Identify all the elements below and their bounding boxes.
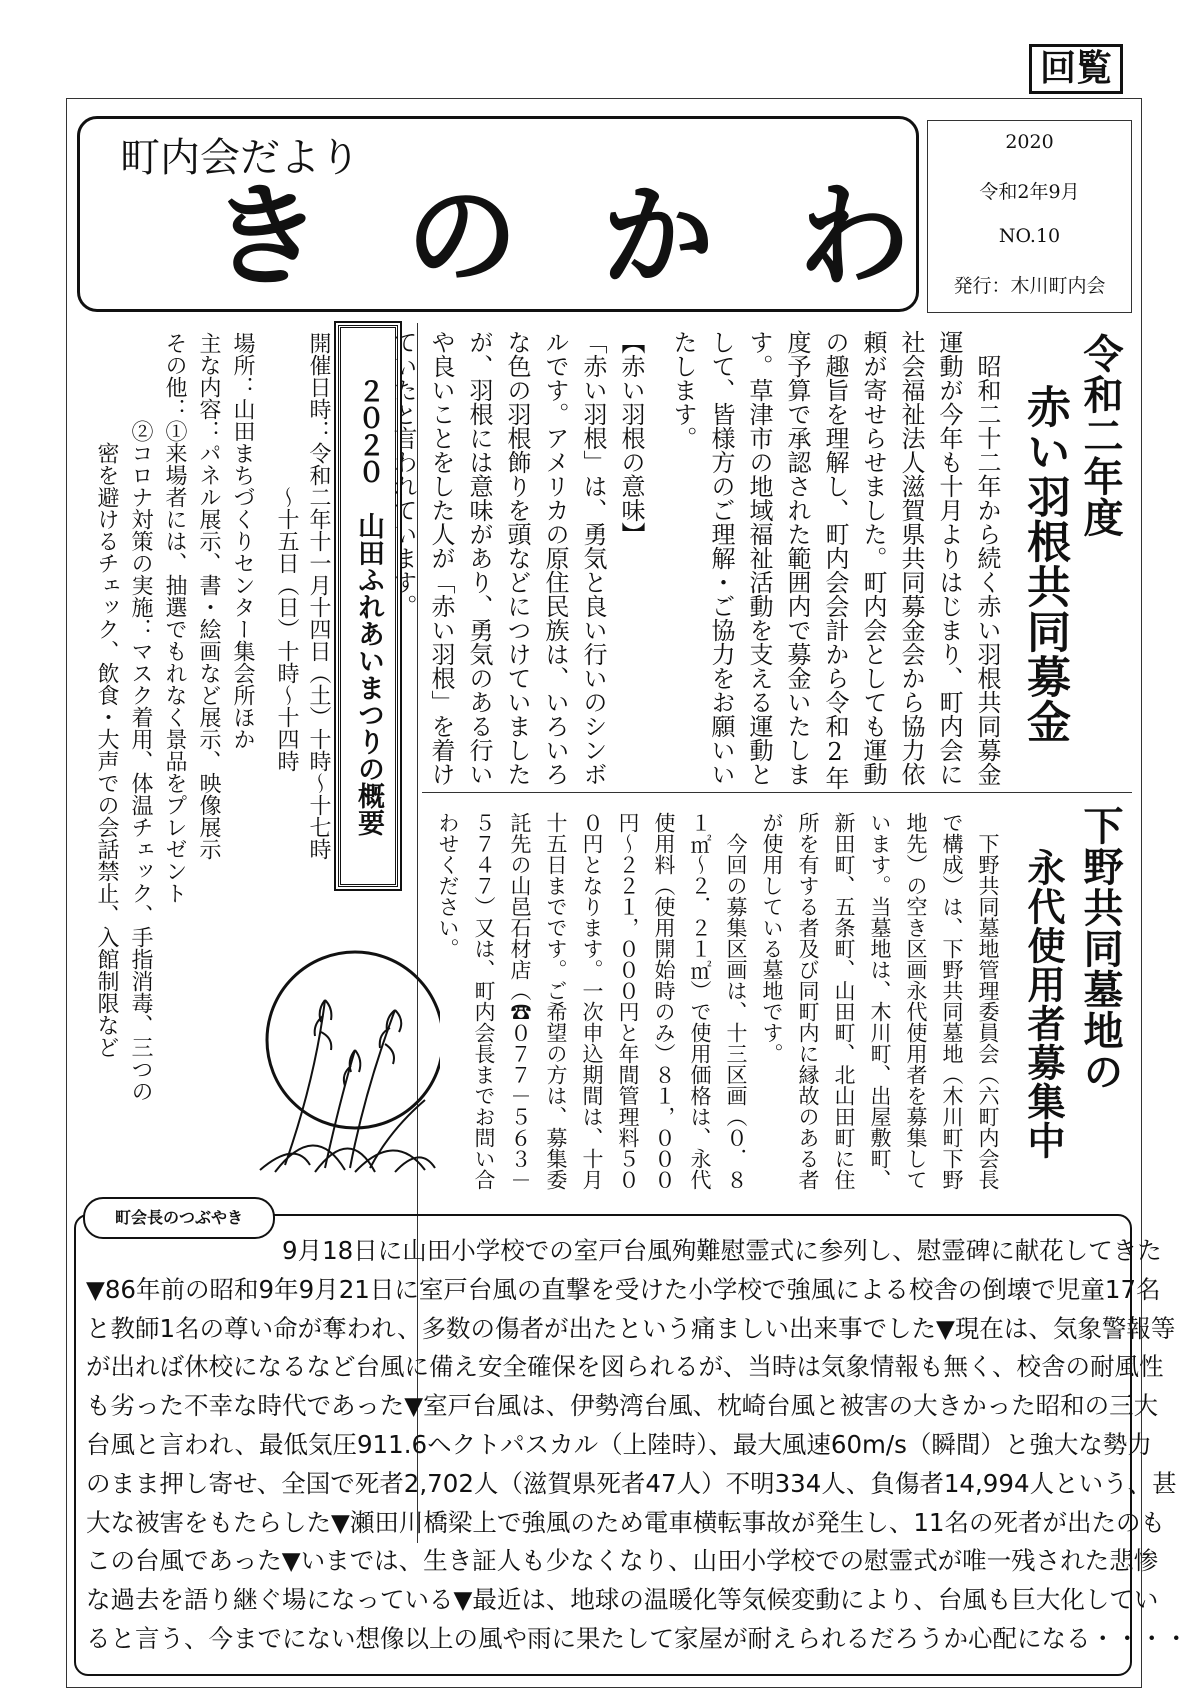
column-line: この台風であった▼いまでは、生き証人も少なくなり、山田小学校での慰霊式が唯一残された悲惨 xyxy=(86,1546,1159,1576)
issue-year: 2020 xyxy=(1005,131,1054,153)
text-line: の趣旨を理解し、町内会会計から令和2年 xyxy=(821,330,849,790)
text-line: 地先）の空き区画永代使用者を募集して xyxy=(904,812,928,1190)
text-line: 頼が寄せらせました。町内会としても運動 xyxy=(859,330,887,786)
text-line: 円～２２１，０００円と年間管理料５０ xyxy=(616,812,640,1190)
section-divider xyxy=(422,792,1132,793)
text-line: 運動が今年も十月よりはじまり、町内会に xyxy=(935,330,963,786)
text-line: 昭和二十二年から続く赤い羽根共同募金 xyxy=(973,330,1001,786)
column-line: のまま押し寄せ、全国で死者2,702人（滋賀県死者47人）不明334人、負傷者14,994人という、甚 xyxy=(86,1468,1177,1498)
red-feather-heading-1: 令和二年度 xyxy=(1077,333,1123,538)
text-line: 所を有する者及び同町内に縁故のある者 xyxy=(796,812,820,1190)
text-line: 託先の山邑石材店（☎０７７－５６３－ xyxy=(508,812,532,1190)
text-line: な色の羽根飾りを頭などにつけていました xyxy=(503,330,531,786)
text-line: ０円となります。一次申込期間は、十月 xyxy=(580,812,604,1190)
event-date-2: ～十五日（日）十時～十四時 xyxy=(274,332,299,772)
title-char: き xyxy=(210,171,322,302)
chairman-column-banner: 町会長のつぶやき xyxy=(83,1197,275,1239)
publication-name: 町内会だより xyxy=(120,135,360,181)
issue-date: 令和2年9月 xyxy=(979,181,1080,203)
text-line: ５７４７）又は、町内会長までお問い合 xyxy=(472,812,496,1190)
text-line: す。草津市の地域福祉活動を支える運動と xyxy=(745,330,773,786)
title-char: の xyxy=(406,171,518,302)
text-line: 度予算で承認された範囲内で募金いたしま xyxy=(783,330,811,786)
event-place: 場所：山田まちづくりセンター集会所ほか xyxy=(230,332,255,750)
text-line xyxy=(649,330,663,790)
text-line: して、皆様方のご理解・ご協力をお願いい xyxy=(707,330,735,786)
text-line: わせください。 xyxy=(436,812,460,959)
column-line: 9月18日に山田小学校での室戸台風殉難慰霊式に参列し、慰霊碑に献花してきた xyxy=(86,1236,1162,1265)
event-content: 主な内容：パネル展示、書・絵画など展示、映像展示 xyxy=(196,332,221,860)
column-line: な過去を語り継ぐ場になっている▼最近は、地球の温暖化等気候変動により、台風も巨大化してい xyxy=(86,1585,1159,1615)
red-feather-heading-2: 赤い羽根共同募金 xyxy=(1019,384,1070,744)
text-line: ルです。アメリカの原住民族は、いろいろ xyxy=(541,330,569,786)
moon-pampas-illustration xyxy=(255,940,440,1180)
cemetery-body xyxy=(430,812,1005,1202)
text-line: １㎡～２．２１㎡）で使用価格は、永代 xyxy=(688,812,712,1190)
column-line: が出れば休校になるなど台風に備え安全確保を図られるが、当時は気象情報も無く、校舎の耐風性 xyxy=(86,1352,1164,1382)
event-date: 開催日時：令和二年十一月十四日（土）十時～十七時 xyxy=(306,332,331,860)
chairman-column-text xyxy=(86,1232,1189,1659)
event-other-2: ②コロナ対策の実施：マスク着用、体温チェック、手指消毒、三つの xyxy=(128,332,153,1102)
newsletter-title xyxy=(210,172,910,302)
text-line: 新田町、五条町、山田町、北山田町に住 xyxy=(832,812,856,1190)
text-line: や良いことをした人が「赤い羽根」を着け xyxy=(427,330,455,786)
text-line: が使用している墓地です。 xyxy=(760,812,784,1064)
column-line: も劣った不幸な時代であった▼室戸台風は、伊勢湾台風、枕崎台風と被害の大きかった昭和の三大 xyxy=(86,1391,1159,1421)
cemetery-heading-2: 永代使用者募集中 xyxy=(1021,848,1065,1160)
column-line: と教師1名の尊い命が奪われ、多数の傷者が出たという痛ましい出来事でした▼現在は、気象警報等 xyxy=(86,1313,1176,1343)
column-line: 台風と言われ、最低気圧911.6ヘクトパスカル（上陸時）、最大風速60m/s（瞬間）と強大な勢力 xyxy=(86,1429,1152,1459)
text-line: ていたと言われています。 xyxy=(389,330,417,618)
event-other-1: その他：①来場者には、抽選でもれなく景品をプレゼント xyxy=(162,332,187,904)
text-line: が、羽根には意味があり、勇気のある行い xyxy=(465,330,493,786)
text-line: 下野共同墓地管理委員会（六町内会長 xyxy=(976,812,1000,1190)
issue-number: NO.10 xyxy=(998,225,1061,247)
red-feather-body xyxy=(389,330,1005,790)
column-line: 大な被害をもたらした▼瀬田川橋梁上で強風のため電車横転事故が発生し、11名の死者が出たのも xyxy=(86,1507,1166,1537)
text-line: 十五日までです。ご希望の方は、募集委 xyxy=(544,812,568,1190)
text-line: 「赤い羽根」は、勇気と良い行いのシンボ xyxy=(579,330,607,786)
column-line: ると言う、今までにない想像以上の風や雨に果たして家屋が耐えられるだろうか心配になる・・・・ xyxy=(86,1623,1189,1653)
event-other-3: 密を避けるチェック、飲食・大声での会話禁止、入館制限など xyxy=(94,332,119,1058)
subheading: 【赤い羽根の意味】 xyxy=(617,330,645,546)
text-line: で構成）は、下野共同墓地（木川町下野 xyxy=(940,812,964,1190)
text-line: たします。 xyxy=(669,330,697,450)
circulation-stamp: 回覧 xyxy=(1029,44,1123,94)
event-heading: ２０２０ 山田ふれあいまつりの概要 xyxy=(353,377,384,836)
text-line: 社会福祉法人滋賀県共同募金会から協力依 xyxy=(897,330,925,786)
issue-publisher: 発行：木川町内会 xyxy=(953,275,1106,297)
text-line: 今回の募集区画は、十三区画（０．８ xyxy=(724,812,748,1190)
text-line: 使用料（使用開始時のみ）８１，０００ xyxy=(652,812,676,1190)
issue-info xyxy=(927,120,1132,313)
cemetery-heading-1: 下野共同墓地の xyxy=(1077,805,1123,1092)
title-char: わ xyxy=(798,171,910,302)
column-line: ▼86年前の昭和9年9月21日に室戸台風の直撃を受けた小学校で強風による校舎の倒壊で児童17名 xyxy=(86,1274,1161,1304)
text-line: います。当墓地は、木川町、出屋敷町、 xyxy=(868,812,892,1190)
title-char: か xyxy=(602,171,714,302)
